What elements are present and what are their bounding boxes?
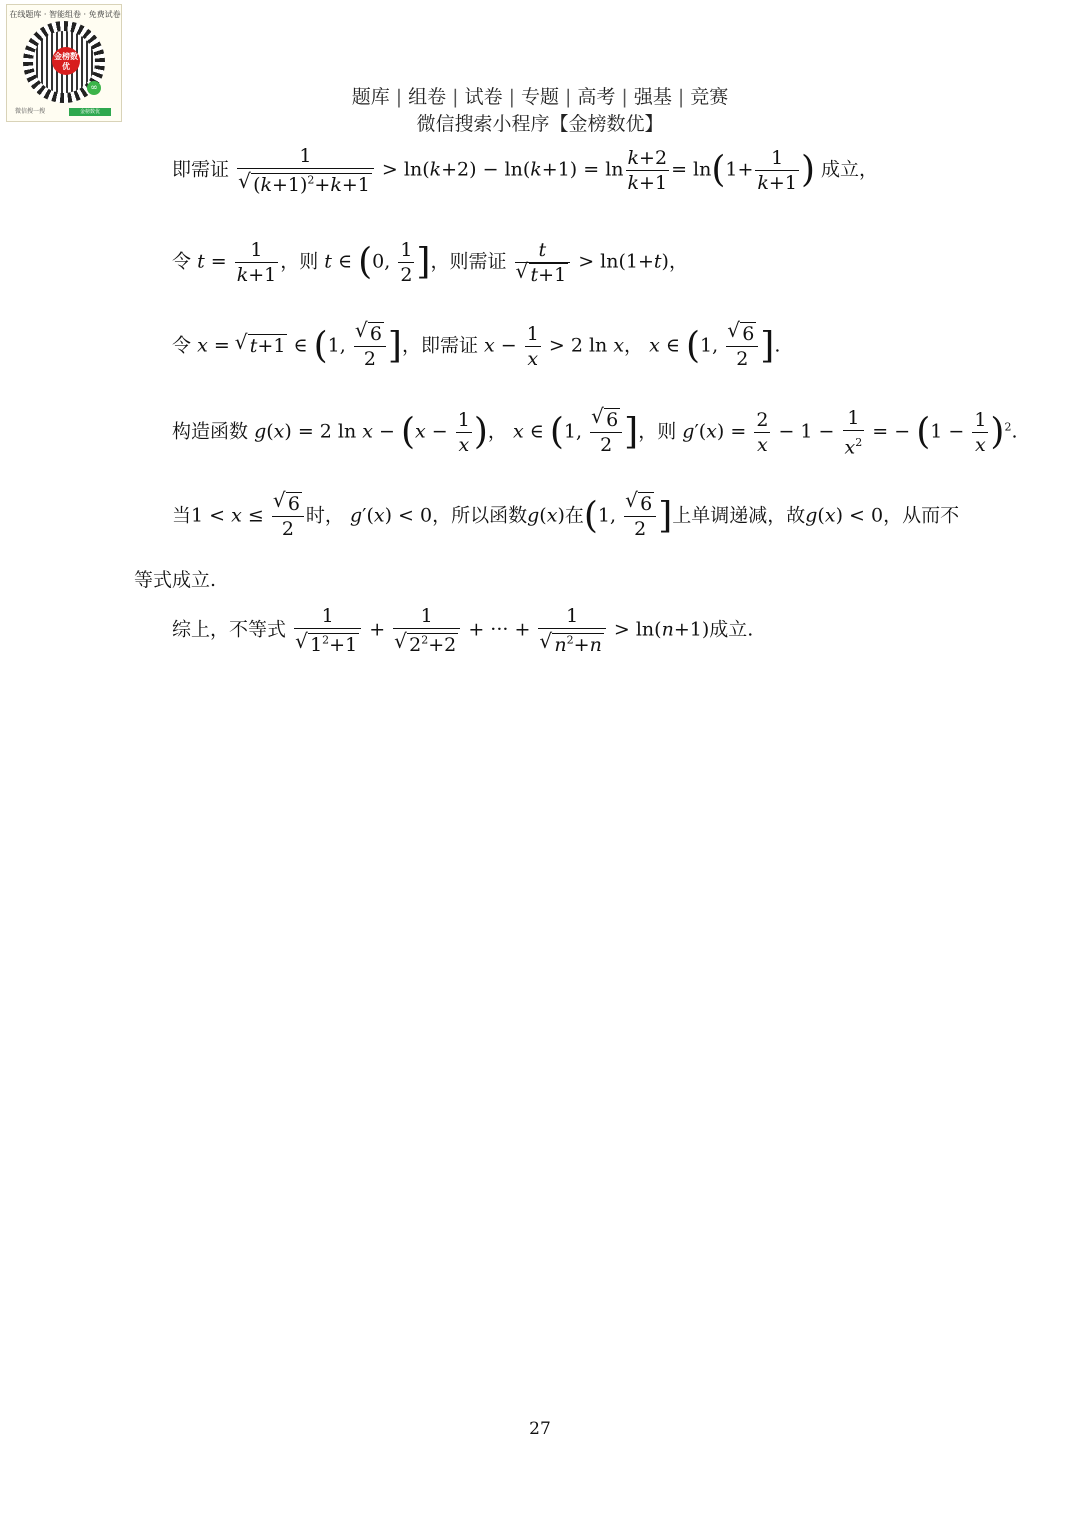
header-nav: 题库 | 组卷 | 试卷 | 专题 | 高考 | 强基 | 竞赛 [351,86,729,108]
math-line-7: 综上，不等式 1 √ $1^2+1$ + 1 √ $2^2+2$ + ··· + 1 √ $n^2+n$ > ln(n+1)成立. [172,604,753,657]
nav-item-jingsai[interactable]: 竞赛 [690,86,729,108]
mini-program-icon: ∞ [87,81,101,95]
page-number: 27 [529,1419,551,1439]
math-line-3: 令 x = √ t+1 ∈ (1, √ $\frac{6}{2}$ ]，即需证 x − $\frac{1}{x}$ > 2 ln x， x ∈ (1, √ $\frac{6}{2}$ ]. [172,322,780,371]
math-line-2: 令 t = $\frac{1}{k+1}$ ，则 t ∈ (0, $\frac{1}{2}$ ]，则需证 t √ t+1 > ln(1+t)， [172,238,688,287]
header-subtitle: 微信搜索小程序【金榜数优】 [416,113,664,135]
nav-item-zujuan[interactable]: 组卷 [408,86,447,108]
badge-core-logo: 金榜数优 [52,47,80,75]
nav-item-qiangji[interactable]: 强基 [633,86,672,108]
badge-search-button[interactable]: 金榜数优 [69,108,111,116]
nav-item-zhuanti[interactable]: 专题 [520,86,559,108]
math-line-5: 当1 < x ≤ √ $\frac{6}{2}$ 时， g′(x) < 0，所以函数g(x)在(1, √ $\frac{6}{2}$ ]上单调递减，故g(x) < 0，从而不 [172,492,959,541]
nav-item-gaokao[interactable]: 高考 [577,86,616,108]
nav-item-shijuan[interactable]: 试卷 [464,86,503,108]
math-line-1: 即需证 1 √ $(k+1)^2+k+1$ > ln(k+2) − ln(k+1) = ln $\frac{k+2}{k+1}$ = ln(1+ $\frac{1}{k+1}$ ) 成立， [172,144,878,197]
math-line-4: 构造函数 g(x) = 2 ln x − (x − $\frac{1}{x}$ )， x ∈ (1, √ $\frac{6}{2}$ ]，则 g′(x) = $\frac{2}{x}$ − 1 − $\frac{1}{x^2}$ = − (1 − $\frac{1}{x}$ )$^2$. [172,406,1018,459]
nav-item-tiku[interactable]: 题库 [351,86,390,108]
badge-arc-text: 在线题库 · 智能组卷 · 免费试卷 [9,10,121,19]
math-line-6: 等式成立. [134,569,217,591]
badge-footer-text: 微信搜一搜 [15,108,46,115]
